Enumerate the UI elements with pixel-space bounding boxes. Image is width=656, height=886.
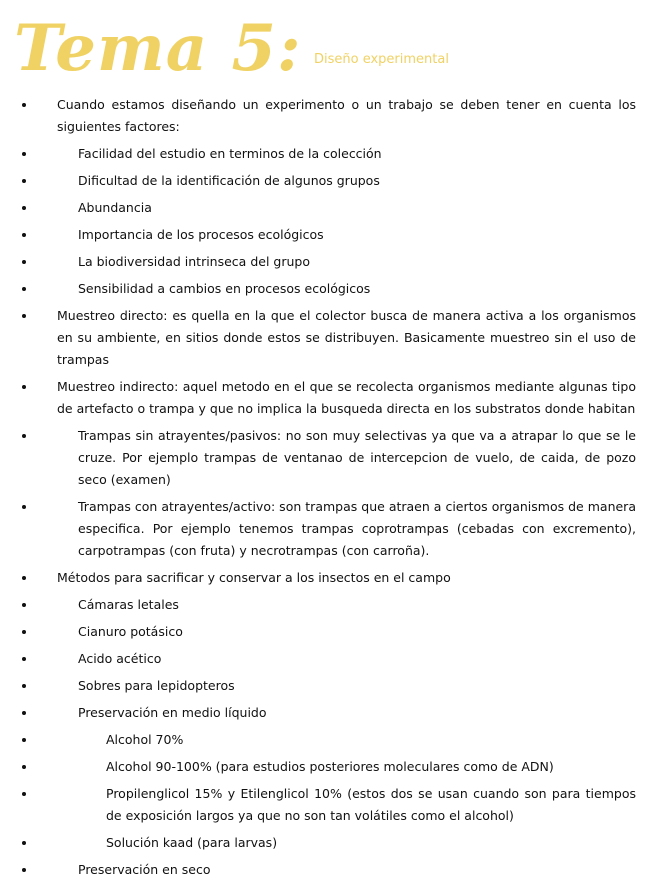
bullet-icon <box>22 868 26 872</box>
list-item-text: Preservación en medio líquido <box>78 705 267 720</box>
bullet-icon <box>22 711 26 715</box>
bullet-icon <box>22 792 26 796</box>
list-item <box>0 729 656 751</box>
bullet-icon <box>22 630 26 634</box>
list-item <box>0 278 656 300</box>
page-subtitle: Diseño experimental <box>314 52 449 67</box>
list-item-text: La biodiversidad intrinseca del grupo <box>78 254 310 269</box>
bullet-icon <box>22 385 26 389</box>
list-item-text: Muestreo indirecto: aquel metodo en el que se recolecta organismos mediante algunas tipo de artefacto o trampa y que no implica la busqueda directa en los substratos donde habitan <box>57 379 636 416</box>
list-item-text: Sobres para lepidopteros <box>78 678 235 693</box>
bullet-icon <box>22 314 26 318</box>
bullet-icon <box>22 603 26 607</box>
list-item-text: Trampas sin atrayentes/pasivos: no son muy selectivas ya que va a atrapar lo que se le cruze. Por ejemplo trampas de ventanao de intercepcion de vuelo, de caida, de pozo seco (examen) <box>78 428 636 487</box>
list-item <box>0 859 656 881</box>
list-item-text: Alcohol 90-100% (para estudios posteriores moleculares como de ADN) <box>106 759 554 774</box>
list-item <box>0 94 656 138</box>
list-item-text: Preservación en seco <box>78 862 211 877</box>
list-item-text: Métodos para sacrificar y conservar a los insectos en el campo <box>57 570 451 585</box>
list-item <box>0 143 656 165</box>
list-item <box>0 224 656 246</box>
page-title: Tema 5: <box>14 11 302 86</box>
list-item <box>0 170 656 192</box>
list-item-text: Cianuro potásico <box>78 624 183 639</box>
list-item-text: Muestreo directo: es quella en la que el colector busca de manera activa a los organismos en su ambiente, en sitios donde estos se distribuyen. Basicamente muestreo sin el uso de trampas <box>57 308 636 367</box>
list-item <box>0 702 656 724</box>
list-item-text: Cámaras letales <box>78 597 179 612</box>
list-item <box>0 675 656 697</box>
list-item-text: Propilenglicol 15% y Etilenglicol 10% (estos dos se usan cuando son para tiempos de exposición largos ya que no son tan volátiles como el alcohol) <box>106 786 636 823</box>
list-item-text: Importancia de los procesos ecológicos <box>78 227 324 242</box>
bullet-icon <box>22 576 26 580</box>
list-item <box>0 594 656 616</box>
bullet-icon <box>22 765 26 769</box>
list-item-text: Facilidad del estudio en terminos de la colección <box>78 146 382 161</box>
list-item <box>0 251 656 273</box>
list-item <box>0 496 656 562</box>
list-item-text: Abundancia <box>78 200 152 215</box>
bullet-icon <box>22 179 26 183</box>
bullet-icon <box>22 738 26 742</box>
bullet-icon <box>22 103 26 107</box>
bullet-icon <box>22 206 26 210</box>
bullet-icon <box>22 233 26 237</box>
bullet-icon <box>22 505 26 509</box>
bullet-icon <box>22 841 26 845</box>
title-block <box>14 4 644 94</box>
list-item <box>0 425 656 491</box>
list-item <box>0 783 656 827</box>
list-item <box>0 376 656 420</box>
list-item <box>0 567 656 589</box>
list-item <box>0 756 656 778</box>
bullet-icon <box>22 684 26 688</box>
list-item <box>0 832 656 854</box>
list-item <box>0 197 656 219</box>
list-item-text: Cuando estamos diseñando un experimento o un trabajo se deben tener en cuenta los siguientes factores: <box>57 97 636 134</box>
list-item-text: Acido acético <box>78 651 162 666</box>
bullet-icon <box>22 657 26 661</box>
bullet-icon <box>22 152 26 156</box>
bullet-icon <box>22 260 26 264</box>
bullet-list <box>0 94 656 886</box>
list-item <box>0 621 656 643</box>
list-item-text: Sensibilidad a cambios en procesos ecológicos <box>78 281 371 296</box>
list-item-text: Dificultad de la identificación de algunos grupos <box>78 173 380 188</box>
list-item-text: Solución kaad (para larvas) <box>106 835 278 850</box>
bullet-icon <box>22 434 26 438</box>
list-item-text: Alcohol 70% <box>106 732 184 747</box>
bullet-icon <box>22 287 26 291</box>
list-item <box>0 305 656 371</box>
list-item <box>0 648 656 670</box>
list-item-text: Trampas con atrayentes/activo: son trampas que atraen a ciertos organismos de manera especifica. Por ejemplo tenemos trampas coprotrampas (cebadas con excremento), carpotrampas (con fruta) y necrotrampas (con carroña). <box>78 499 636 558</box>
